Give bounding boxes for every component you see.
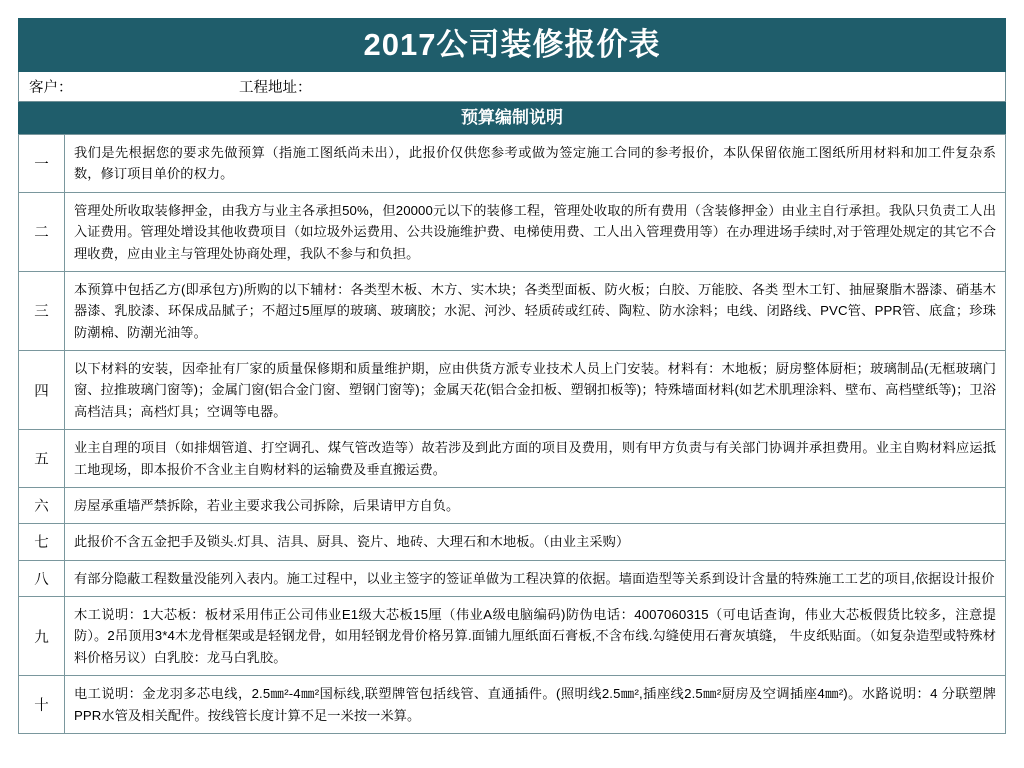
row-text: 管理处所收取装修押金，由我方与业主各承担50%，但20000元以下的装修工程，管理处收取的所有费用（含装修押金）由业主自行承担。我队只负责工人出入证费用。管理处增设其他收费项目（如垃圾外运费用、公共设施维护费、电梯使用费、工人出入管理费用等）在办理进场手续时,对于管理处规定的其它不合理收费，应由业主与管理处协商处理，我队不参与和负担。 [65,192,1006,271]
row-text: 以下材料的安装，因牵扯有厂家的质量保修期和质量维护期，应由供货方派专业技术人员上门安装。材料有：木地板；厨房整体厨柜；玻璃制品(无框玻璃门窗、拉推玻璃门窗等)；金属门窗(铝合金门窗、塑钢门窗等)；金属天花(铝合金扣板、塑钢扣板等)；特殊墙面材料(如艺术肌理涂料、壁布、高档壁纸等)；卫浴高档洁具；高档灯具；空调等电器。 [65,351,1006,430]
table-row [19,430,1006,488]
table-row [19,597,1006,676]
page-title: 2017公司装修报价表 [18,18,1006,72]
row-text: 我们是先根据您的要求先做预算（指施工图纸尚未出），此报价仅供您参考或做为签定施工合同的参考报价，本队保留依施工图纸所用材料和加工件复杂系数，修订项目单价的权力。 [65,135,1006,193]
table-row [19,676,1006,734]
row-number: 四 [19,351,65,430]
row-number: 三 [19,271,65,350]
client-label: 客户： [29,80,73,96]
row-number: 五 [19,430,65,488]
row-text: 房屋承重墙严禁拆除，若业主要求我公司拆除，后果请甲方自负。 [65,487,1006,523]
row-text: 业主自理的项目（如排烟管道、打空调孔、煤气管改造等）故若涉及到此方面的项目及费用，则有甲方负责与有关部门协调并承担费用。业主自购材料应运抵工地现场，即本报价不含业主自购材料的运输费及垂直搬运费。 [65,430,1006,488]
table-row [19,487,1006,523]
table-row [19,524,1006,560]
project-address-label: 工程地址： [239,80,312,96]
table-row [19,351,1006,430]
row-number: 八 [19,560,65,596]
row-text: 电工说明：金龙羽多芯电线，2.5㎜²-4㎜²国标线,联塑牌管包括线管、直通插件。(照明线2.5㎜²,插座线2.5㎜²厨房及空调插座4㎜²)。水路说明：4 分联塑牌PPR水管及相关配件。按线管长度计算不足一米按一米算。 [65,676,1006,734]
row-number: 九 [19,597,65,676]
row-number: 六 [19,487,65,523]
row-text: 本预算中包括乙方(即承包方)所购的以下辅材：各类型木板、木方、实木块；各类型面板、防火板；白胶、万能胶、各类 型木工钉、抽屉聚脂木器漆、硝基木器漆、乳胶漆、环保成品腻子；不超过5厘厚的玻璃、玻璃胶；水泥、河沙、轻质砖或红砖、陶粒、防水涂料；电线、闭路线、PVC管、PPR管、底盒；珍珠防潮棉、防潮光油等。 [65,271,1006,350]
table-row [19,560,1006,596]
table-row [19,192,1006,271]
row-text: 木工说明：1大芯板：板材采用伟正公司伟业E1级大芯板15厘（伟业A级电脑编码)防伪电话：4007060315（可电话查询，伟业大芯板假货比较多，注意提防）。2吊顶用3*4木龙骨框架或是轻钢龙骨，如用轻钢龙骨价格另算.面铺九厘纸面石膏板,不含布线.勾缝使用石膏灰填缝， 牛皮纸贴面。（如复杂造型或特殊材料价格另议）白乳胶：龙马白乳胶。 [65,597,1006,676]
table-row [19,271,1006,350]
row-text: 此报价不含五金把手及锁头.灯具、洁具、厨具、瓷片、地砖、大理石和木地板。（由业主采购） [65,524,1006,560]
table-row [19,135,1006,193]
row-number: 十 [19,676,65,734]
row-number: 一 [19,135,65,193]
section-title: 预算编制说明 [18,102,1006,134]
row-text: 有部分隐蔽工程数量没能列入表内。施工过程中，以业主签字的签证单做为工程决算的依据。墙面造型等关系到设计含量的特殊施工工艺的项目,依据设计报价 [65,560,1006,596]
row-number: 二 [19,192,65,271]
row-number: 七 [19,524,65,560]
meta-row [18,72,1006,102]
budget-notes-table [18,134,1006,734]
